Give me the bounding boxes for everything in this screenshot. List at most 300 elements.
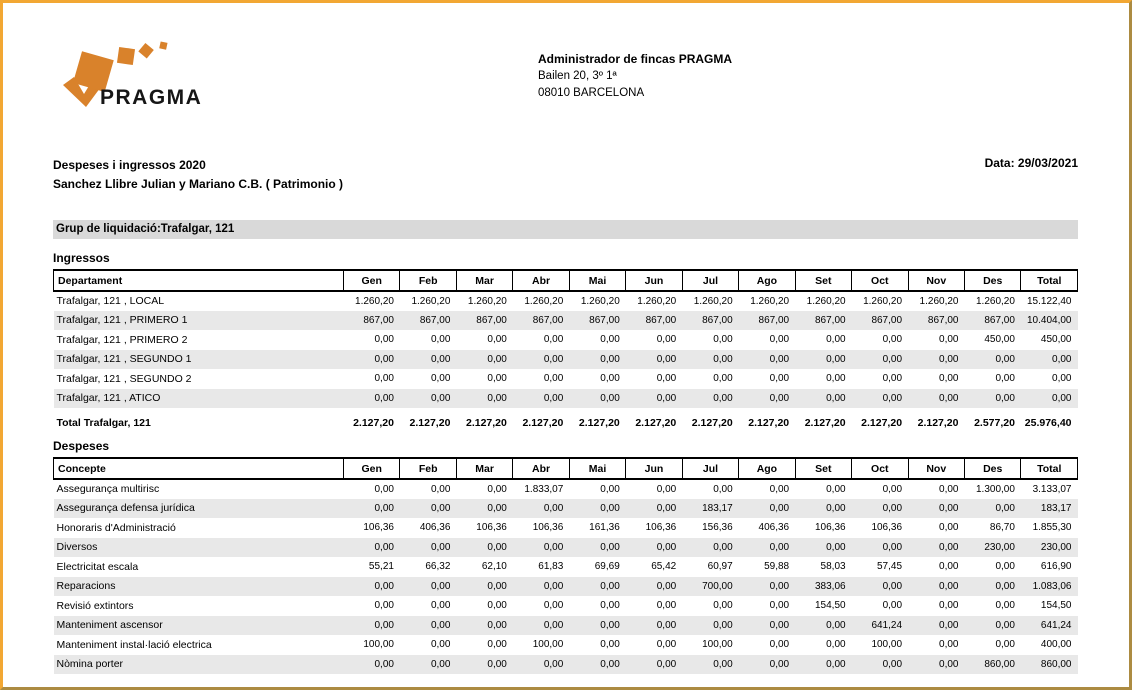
month-col-header: Total [1021, 458, 1078, 479]
value-cell: 450,00 [984, 334, 1015, 346]
value-cell: 0,00 [600, 619, 620, 631]
despeses-table-container [53, 457, 1078, 674]
company-address-line1: Bailen 20, 3º 1ª [538, 70, 617, 82]
value-cell: 0,00 [600, 392, 620, 404]
value-cell: 0,00 [543, 353, 564, 365]
despeses-header-row [54, 458, 1078, 479]
value-cell: 0,00 [374, 334, 394, 346]
value-cell: 0,00 [995, 502, 1015, 514]
pragma-logo [61, 39, 226, 109]
month-col-header: Mar [456, 270, 512, 291]
value-cell: 0,00 [882, 483, 903, 495]
value-cell: 0,00 [487, 392, 507, 404]
month-col-header: Set [795, 458, 851, 479]
value-cell: 0,00 [939, 600, 959, 612]
table-row [54, 311, 1078, 331]
value-cell: 0,00 [826, 353, 846, 365]
table-row [54, 369, 1078, 389]
table-row [54, 557, 1078, 577]
month-col-header: Total [1021, 270, 1078, 291]
value-cell: 0,00 [713, 353, 733, 365]
value-cell: 0,00 [826, 619, 846, 631]
value-cell: 0,00 [713, 600, 733, 612]
value-cell: 700,00 [702, 580, 733, 592]
value-cell: 0,00 [656, 600, 677, 612]
value-cell: 406,36 [758, 522, 790, 534]
value-cell: 0,00 [430, 639, 451, 651]
value-cell: 1.260,20 [524, 295, 564, 307]
value-cell: 0,00 [826, 541, 846, 553]
row-label: Trafalgar, 121 , SEGUNDO 2 [56, 372, 192, 385]
row-label: Honoraris d'Administració [56, 521, 176, 534]
row-label: Revisió extintors [56, 599, 134, 612]
value-cell: 106,36 [814, 522, 846, 534]
value-cell: 0,00 [487, 580, 507, 592]
value-cell: 383,06 [814, 580, 846, 592]
despeses-first-col-header: Concepte [54, 458, 344, 479]
month-col-header: Set [795, 270, 851, 291]
value-cell: 10.404,00 [1027, 314, 1072, 326]
month-col-header: Abr [513, 270, 569, 291]
row-label: Manteniment instal·lació electrica [56, 638, 212, 651]
despeses-heading: Despeses [53, 439, 110, 453]
value-cell: 867,00 [814, 314, 846, 326]
letterhead [538, 51, 732, 102]
value-cell: 1.260,20 [976, 295, 1015, 307]
month-col-header: Jun [626, 270, 682, 291]
value-cell: 0,00 [939, 373, 959, 385]
report-subtitle: Sanchez Llibre Julian y Mariano C.B. ( Patrimonio ) [53, 177, 344, 191]
value-cell: 0,00 [882, 392, 903, 404]
value-cell: 0,00 [939, 639, 959, 651]
value-cell: 0,00 [374, 483, 394, 495]
value-cell: 0,00 [826, 373, 846, 385]
report-date: Data: 29/03/2021 [984, 156, 1078, 170]
value-cell: 0,00 [769, 658, 790, 670]
month-col-header: Mai [569, 458, 625, 479]
row-label: Nòmina porter [56, 658, 124, 671]
month-col-header: Abr [513, 458, 569, 479]
row-label: Trafalgar, 121 , LOCAL [56, 295, 165, 308]
value-cell: 0,00 [995, 600, 1015, 612]
value-cell: 0,00 [995, 639, 1015, 651]
value-cell: 0,00 [769, 392, 790, 404]
value-cell: 0,00 [769, 600, 790, 612]
value-cell: 867,00 [532, 314, 564, 326]
value-cell: 0,00 [713, 541, 733, 553]
value-cell: 0,00 [430, 373, 451, 385]
value-cell: 0,00 [374, 619, 394, 631]
value-cell: 0,00 [543, 619, 564, 631]
value-cell: 450,00 [1040, 334, 1072, 346]
value-cell: 0,00 [1052, 353, 1072, 365]
row-label: Diversos [56, 541, 98, 554]
value-cell: 0,00 [543, 580, 564, 592]
value-cell: 0,00 [656, 658, 677, 670]
value-cell: 867,00 [589, 314, 620, 326]
value-cell: 15.122,40 [1027, 295, 1072, 307]
value-cell: 0,00 [939, 580, 959, 592]
value-cell: 0,00 [882, 541, 903, 553]
value-cell: 867,00 [419, 314, 451, 326]
value-cell: 0,00 [600, 353, 620, 365]
value-cell: 641,24 [1040, 619, 1072, 631]
value-cell: 0,00 [656, 334, 677, 346]
despeses-table [53, 457, 1078, 674]
month-col-header: Nov [908, 270, 964, 291]
value-cell: 1.260,20 [355, 295, 394, 307]
value-cell: 154,50 [1040, 600, 1072, 612]
ingressos-heading: Ingressos [53, 251, 110, 265]
value-cell: 0,00 [995, 619, 1015, 631]
value-cell: 2.127,20 [400, 408, 456, 429]
value-cell: 183,17 [1040, 502, 1072, 514]
value-cell: 2.577,20 [964, 408, 1020, 429]
value-cell: 106,36 [476, 522, 507, 534]
company-address-line2: 08010 BARCELONA [538, 87, 645, 99]
row-label: Trafalgar, 121 , SEGUNDO 1 [56, 353, 192, 366]
value-cell: 161,36 [589, 522, 620, 534]
value-cell: 55,21 [368, 561, 394, 573]
value-cell: 0,00 [374, 502, 394, 514]
ingressos-header-row [54, 270, 1078, 291]
value-cell: 0,00 [769, 483, 790, 495]
value-cell: 0,00 [826, 334, 846, 346]
value-cell: 100,00 [532, 639, 564, 651]
value-cell: 0,00 [656, 639, 677, 651]
month-col-header: Mai [569, 270, 625, 291]
value-cell: 0,00 [939, 619, 959, 631]
value-cell: 400,00 [1040, 639, 1072, 651]
value-cell: 2.127,20 [456, 408, 512, 429]
value-cell: 154,50 [814, 600, 846, 612]
value-cell: 1.260,20 [467, 295, 507, 307]
value-cell: 0,00 [939, 658, 959, 670]
table-row [54, 350, 1078, 370]
value-cell: 106,36 [363, 522, 394, 534]
value-cell: 0,00 [543, 658, 564, 670]
value-cell: 1.260,20 [806, 295, 846, 307]
value-cell: 0,00 [769, 580, 790, 592]
value-cell: 0,00 [487, 541, 507, 553]
value-cell: 0,00 [543, 334, 564, 346]
row-label: Trafalgar, 121 , PRIMERO 2 [56, 333, 188, 346]
value-cell: 106,36 [645, 522, 677, 534]
value-cell: 0,00 [939, 561, 959, 573]
month-col-header: Ago [739, 270, 795, 291]
value-cell: 641,24 [871, 619, 903, 631]
value-cell: 25.976,40 [1021, 408, 1078, 429]
value-cell: 0,00 [487, 658, 507, 670]
value-cell: 0,00 [374, 353, 394, 365]
value-cell: 1.260,20 [919, 295, 959, 307]
value-cell: 867,00 [984, 314, 1015, 326]
value-cell: 58,03 [820, 561, 846, 573]
value-cell: 0,00 [600, 373, 620, 385]
value-cell: 106,36 [871, 522, 903, 534]
value-cell: 2.127,20 [626, 408, 682, 429]
value-cell: 0,00 [882, 600, 903, 612]
value-cell: 65,42 [651, 561, 677, 573]
month-col-header: Oct [852, 270, 908, 291]
value-cell: 406,36 [419, 522, 451, 534]
value-cell: 0,00 [769, 353, 790, 365]
value-cell: 1.260,20 [637, 295, 677, 307]
value-cell: 230,00 [984, 541, 1015, 553]
value-cell: 0,00 [939, 483, 959, 495]
month-col-header: Gen [344, 458, 400, 479]
value-cell: 0,00 [543, 502, 564, 514]
value-cell: 62,10 [481, 561, 507, 573]
value-cell: 867,00 [702, 314, 733, 326]
value-cell: 0,00 [374, 392, 394, 404]
value-cell: 2.127,20 [908, 408, 964, 429]
value-cell: 1.260,20 [580, 295, 620, 307]
row-label: Trafalgar, 121 , PRIMERO 1 [56, 314, 188, 327]
value-cell: 0,00 [1052, 373, 1072, 385]
table-row [54, 577, 1078, 597]
value-cell: 156,36 [702, 522, 733, 534]
month-col-header: Des [964, 458, 1020, 479]
value-cell: 60,97 [707, 561, 733, 573]
value-cell: 0,00 [995, 353, 1015, 365]
row-label: Electricitat escala [56, 560, 139, 573]
value-cell: 1.855,30 [1032, 522, 1072, 534]
value-cell: 0,00 [656, 353, 677, 365]
value-cell: 0,00 [430, 600, 451, 612]
value-cell: 0,00 [882, 353, 903, 365]
value-cell: 0,00 [430, 580, 451, 592]
value-cell: 100,00 [363, 639, 394, 651]
table-row [54, 330, 1078, 350]
value-cell: 0,00 [769, 639, 790, 651]
value-cell: 0,00 [713, 392, 733, 404]
row-label: Assegurança multirisc [56, 483, 160, 496]
value-cell: 2.127,20 [795, 408, 851, 429]
value-cell: 0,00 [769, 373, 790, 385]
value-cell: 0,00 [487, 373, 507, 385]
table-row [54, 291, 1078, 311]
value-cell: 0,00 [882, 334, 903, 346]
value-cell: 183,17 [702, 502, 733, 514]
value-cell: 57,45 [877, 561, 903, 573]
month-col-header: Jul [682, 458, 738, 479]
value-cell: 61,83 [538, 561, 564, 573]
value-cell: 2.127,20 [739, 408, 795, 429]
value-cell: 0,00 [713, 373, 733, 385]
value-cell: 0,00 [939, 541, 959, 553]
month-col-header: Oct [852, 458, 908, 479]
row-label: Trafalgar, 121 , ATICO [56, 392, 161, 405]
value-cell: 0,00 [430, 334, 451, 346]
value-cell: 69,69 [594, 561, 620, 573]
value-cell: 0,00 [769, 502, 790, 514]
value-cell: 0,00 [600, 658, 620, 670]
value-cell: 0,00 [374, 600, 394, 612]
value-cell: 0,00 [713, 334, 733, 346]
value-cell: 0,00 [374, 541, 394, 553]
value-cell: 1.083,06 [1032, 580, 1072, 592]
value-cell: 0,00 [487, 334, 507, 346]
value-cell: 2.127,20 [569, 408, 625, 429]
value-cell: 0,00 [543, 373, 564, 385]
value-cell: 0,00 [487, 483, 507, 495]
value-cell: 0,00 [939, 353, 959, 365]
value-cell: 66,32 [425, 561, 451, 573]
value-cell: 867,00 [927, 314, 959, 326]
row-label: Total Trafalgar, 121 [54, 408, 344, 429]
value-cell: 0,00 [769, 541, 790, 553]
value-cell: 0,00 [1052, 392, 1072, 404]
value-cell: 860,00 [1040, 658, 1072, 670]
value-cell: 100,00 [702, 639, 733, 651]
value-cell: 0,00 [826, 658, 846, 670]
month-col-header: Ago [739, 458, 795, 479]
value-cell: 0,00 [826, 483, 846, 495]
value-cell: 0,00 [600, 600, 620, 612]
value-cell: 1.833,07 [524, 483, 564, 495]
value-cell: 0,00 [656, 541, 677, 553]
table-row [54, 635, 1078, 655]
value-cell: 0,00 [374, 658, 394, 670]
table-row [54, 655, 1078, 675]
ingressos-table [53, 269, 1078, 429]
report-title: Despeses i ingressos 2020 [53, 158, 206, 172]
value-cell: 867,00 [645, 314, 677, 326]
table-row [54, 389, 1078, 409]
month-col-header: Jul [682, 270, 738, 291]
ingressos-first-col-header: Departament [54, 270, 344, 291]
value-cell: 3.133,07 [1032, 483, 1072, 495]
month-col-header: Jun [626, 458, 682, 479]
value-cell: 0,00 [882, 373, 903, 385]
month-col-header: Gen [344, 270, 400, 291]
value-cell: 1.260,20 [750, 295, 790, 307]
month-col-header: Des [964, 270, 1020, 291]
value-cell: 0,00 [600, 483, 620, 495]
value-cell: 0,00 [543, 541, 564, 553]
value-cell: 0,00 [374, 580, 394, 592]
value-cell: 0,00 [543, 600, 564, 612]
value-cell: 0,00 [430, 502, 451, 514]
value-cell: 0,00 [826, 502, 846, 514]
value-cell: 0,00 [600, 580, 620, 592]
value-cell: 0,00 [656, 392, 677, 404]
company-name: Administrador de fincas PRAGMA [538, 52, 733, 66]
value-cell: 1.260,20 [411, 295, 451, 307]
table-row [54, 499, 1078, 519]
table-row [54, 479, 1078, 499]
value-cell: 0,00 [995, 561, 1015, 573]
value-cell: 0,00 [995, 373, 1015, 385]
value-cell: 0,00 [826, 392, 846, 404]
value-cell: 0,00 [656, 502, 677, 514]
value-cell: 0,00 [656, 580, 677, 592]
table-row [54, 596, 1078, 616]
value-cell: 106,36 [532, 522, 564, 534]
month-col-header: Feb [400, 270, 456, 291]
value-cell: 100,00 [871, 639, 903, 651]
ingressos-table-container [53, 269, 1078, 429]
value-cell: 867,00 [363, 314, 394, 326]
value-cell: 860,00 [984, 658, 1015, 670]
report-content [53, 156, 1078, 674]
value-cell: 0,00 [487, 639, 507, 651]
value-cell: 1.260,20 [693, 295, 733, 307]
value-cell: 0,00 [939, 392, 959, 404]
row-label: Reparacions [56, 580, 116, 593]
value-cell: 0,00 [995, 580, 1015, 592]
value-cell: 0,00 [769, 619, 790, 631]
title-row [53, 156, 1078, 194]
value-cell: 0,00 [882, 658, 903, 670]
value-cell: 616,90 [1040, 561, 1072, 573]
month-col-header: Feb [400, 458, 456, 479]
month-col-header: Mar [456, 458, 512, 479]
month-col-header: Nov [908, 458, 964, 479]
value-cell: 0,00 [713, 483, 733, 495]
value-cell: 0,00 [939, 334, 959, 346]
value-cell: 2.127,20 [513, 408, 569, 429]
table-row [54, 616, 1078, 636]
value-cell: 0,00 [656, 373, 677, 385]
value-cell: 0,00 [713, 619, 733, 631]
value-cell: 0,00 [487, 353, 507, 365]
value-cell: 0,00 [939, 502, 959, 514]
value-cell: 0,00 [882, 580, 903, 592]
value-cell: 0,00 [487, 600, 507, 612]
value-cell: 0,00 [600, 334, 620, 346]
value-cell: 0,00 [430, 392, 451, 404]
value-cell: 0,00 [713, 658, 733, 670]
value-cell: 2.127,20 [682, 408, 738, 429]
value-cell: 0,00 [882, 502, 903, 514]
value-cell: 0,00 [600, 541, 620, 553]
value-cell: 0,00 [374, 373, 394, 385]
value-cell: 86,70 [989, 522, 1015, 534]
value-cell: 0,00 [543, 392, 564, 404]
value-cell: 867,00 [871, 314, 903, 326]
value-cell: 867,00 [758, 314, 790, 326]
value-cell: 0,00 [656, 483, 677, 495]
value-cell: 2.127,20 [344, 408, 400, 429]
value-cell: 0,00 [430, 541, 451, 553]
value-cell: 0,00 [769, 334, 790, 346]
row-label: Manteniment ascensor [56, 619, 163, 632]
value-cell: 0,00 [487, 502, 507, 514]
table-row [54, 518, 1078, 538]
value-cell: 59,88 [764, 561, 790, 573]
table-row [54, 538, 1078, 558]
liquidation-group-bar: Grup de liquidació:Trafalgar, 121 [53, 220, 1078, 239]
logo-wordmark: PRAGMA [100, 86, 203, 109]
pragma-logo-icon [61, 39, 226, 109]
value-cell: 1.300,00 [976, 483, 1015, 495]
value-cell: 1.260,20 [863, 295, 903, 307]
value-cell: 0,00 [430, 353, 451, 365]
value-cell: 0,00 [430, 619, 451, 631]
value-cell: 0,00 [600, 639, 620, 651]
ingressos-total-row [54, 408, 1078, 429]
value-cell: 230,00 [1040, 541, 1072, 553]
value-cell: 867,00 [476, 314, 507, 326]
value-cell: 0,00 [600, 502, 620, 514]
value-cell: 0,00 [939, 522, 959, 534]
value-cell: 0,00 [656, 619, 677, 631]
value-cell: 2.127,20 [852, 408, 908, 429]
value-cell: 0,00 [826, 639, 846, 651]
value-cell: 0,00 [995, 392, 1015, 404]
